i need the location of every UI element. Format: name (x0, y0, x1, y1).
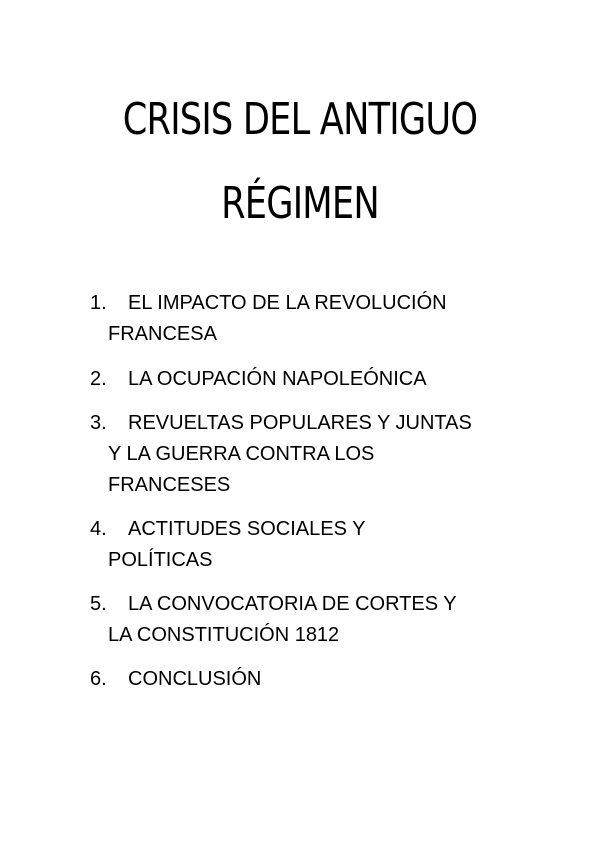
toc-entry-text: EL IMPACTO DE LA REVOLUCIÓN (128, 292, 447, 314)
toc-entry-2 (90, 364, 550, 395)
toc-entry-number: 4. (90, 518, 107, 540)
toc-entry-line (90, 589, 550, 620)
toc-entry-line: LA CONSTITUCIÓN 1812 (108, 624, 340, 646)
toc-entry-line (90, 664, 550, 695)
toc-entry-text: CONCLUSIÓN (128, 668, 262, 690)
toc-entry-text: ACTITUDES SOCIALES Y (128, 518, 366, 540)
toc-entry-number: 5. (90, 593, 107, 615)
toc-entry-line (90, 288, 550, 319)
toc-entry-number: 3. (90, 412, 107, 434)
toc-entry-line: FRANCESA (108, 323, 217, 345)
toc-entry-line: Y LA GUERRA CONTRA LOS (108, 443, 375, 465)
toc-entry-text: LA CONVOCATORIA DE CORTES Y (128, 593, 457, 615)
toc-entry-line: FRANCESES (108, 474, 231, 496)
toc-entry-number: 2. (90, 368, 107, 390)
toc-entry-3 (90, 408, 550, 501)
toc-entry-number: 6. (90, 668, 107, 690)
document-title (60, 78, 540, 246)
toc-entry-line (90, 514, 550, 545)
toc-entry-4 (90, 514, 550, 576)
toc-entry-text: LA OCUPACIÓN NAPOLEÓNICA (128, 368, 427, 390)
toc-entry-5 (90, 589, 550, 651)
toc-entry-line (90, 408, 550, 439)
toc-entry-text: REVUELTAS POPULARES Y JUNTAS (128, 412, 472, 434)
toc-entry-1 (90, 288, 550, 350)
toc-entry-line: POLÍTICAS (108, 549, 213, 571)
toc-entry-6 (90, 664, 550, 695)
toc-entry-number: 1. (90, 292, 107, 314)
toc-entry-line (90, 364, 550, 395)
title-line-1: CRISIS DEL ANTIGUO (122, 94, 478, 145)
title-line-2: RÉGIMEN (221, 178, 379, 229)
